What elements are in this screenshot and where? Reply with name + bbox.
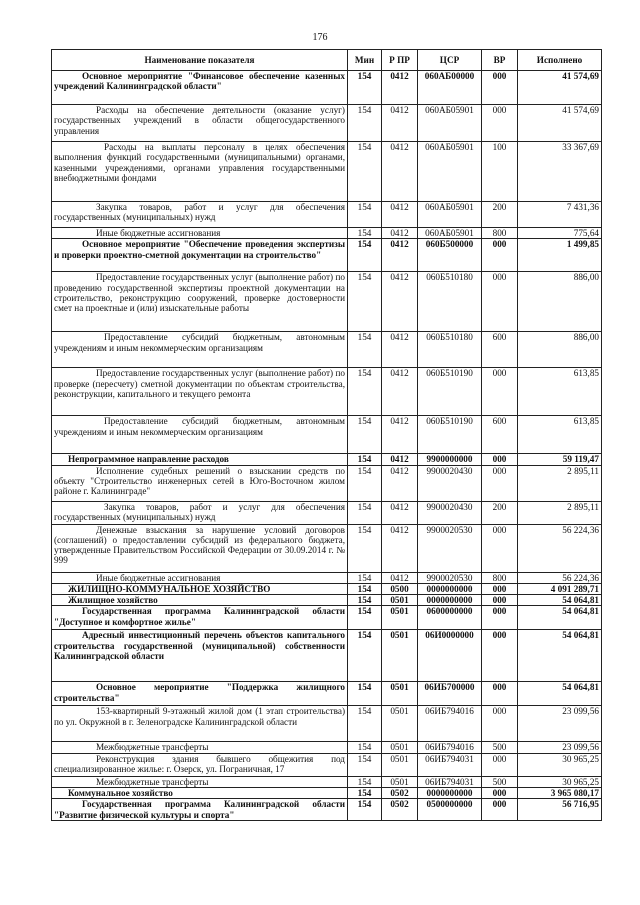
- table-row: [52, 142, 602, 202]
- row-done: 3 965 080,17: [518, 788, 602, 799]
- table-row: [52, 742, 602, 753]
- row-csr: 0600000000: [418, 606, 482, 630]
- row-done: 613,85: [518, 368, 602, 416]
- row-done: 23 099,56: [518, 742, 602, 753]
- row-csr: 0500000000: [418, 799, 482, 821]
- row-min: 154: [348, 454, 382, 465]
- row-name: Реконструкция здания бывшего общежития под специализированное жилье: г. Озерск, ул. Пограничная, 17: [52, 753, 348, 776]
- row-rpr: 0412: [382, 228, 418, 239]
- table-row: [52, 454, 602, 465]
- budget-table: [51, 49, 602, 821]
- row-name: Межбюджетные трансферты: [52, 742, 348, 753]
- row-done: 886,00: [518, 272, 602, 332]
- row-done: 41 574,69: [518, 71, 602, 105]
- row-min: 154: [348, 332, 382, 368]
- row-min: 154: [348, 142, 382, 202]
- row-csr: 9900020430: [418, 501, 482, 524]
- row-done: 30 965,25: [518, 753, 602, 776]
- row-csr: 06И0000000: [418, 630, 482, 682]
- row-min: 154: [348, 71, 382, 105]
- table-row: [52, 572, 602, 583]
- row-vr: 000: [482, 630, 518, 682]
- row-name: Государственная программа Калининградской области "Доступное и комфортное жилье": [52, 606, 348, 630]
- table-row: [52, 788, 602, 799]
- row-csr: 060АБ05901: [418, 105, 482, 142]
- table-row: [52, 606, 602, 630]
- row-rpr: 0500: [382, 583, 418, 594]
- row-done: 2 895,11: [518, 465, 602, 501]
- row-rpr: 0502: [382, 799, 418, 821]
- table-row: [52, 682, 602, 706]
- header-name: Наименование показателя: [52, 50, 348, 71]
- row-vr: 000: [482, 706, 518, 742]
- row-done: 23 099,56: [518, 706, 602, 742]
- row-min: 154: [348, 501, 382, 524]
- row-done: 56 716,95: [518, 799, 602, 821]
- row-rpr: 0501: [382, 706, 418, 742]
- row-vr: 000: [482, 272, 518, 332]
- row-name: Расходы на обеспечение деятельности (оказание услуг) государственных учреждений в области общегосударственного управления: [52, 105, 348, 142]
- row-name: Основное мероприятие "Поддержка жилищного строительства": [52, 682, 348, 706]
- row-min: 154: [348, 239, 382, 272]
- row-name: Иные бюджетные ассигнования: [52, 572, 348, 583]
- row-name: Предоставление государственных услуг (выполнение работ) по проверке (пересчету) сметной документации по объектам строительства, реконструкции, капитального и текущего ремонта: [52, 368, 348, 416]
- row-csr: 060АБ05901: [418, 228, 482, 239]
- row-min: 154: [348, 368, 382, 416]
- table-row: [52, 524, 602, 572]
- row-min: 154: [348, 742, 382, 753]
- row-min: 154: [348, 753, 382, 776]
- row-rpr: 0412: [382, 332, 418, 368]
- row-done: 886,00: [518, 332, 602, 368]
- row-min: 154: [348, 706, 382, 742]
- row-csr: 0000000000: [418, 583, 482, 594]
- row-csr: 060Б510190: [418, 416, 482, 454]
- row-vr: 000: [482, 682, 518, 706]
- header-csr: ЦСР: [418, 50, 482, 71]
- row-rpr: 0501: [382, 595, 418, 606]
- row-rpr: 0412: [382, 71, 418, 105]
- row-min: 154: [348, 105, 382, 142]
- table-row: [52, 753, 602, 776]
- row-csr: 9900000000: [418, 454, 482, 465]
- table-row: [52, 465, 602, 501]
- row-vr: 800: [482, 228, 518, 239]
- row-csr: 06ИБ794016: [418, 742, 482, 753]
- row-name: Межбюджетные трансферты: [52, 776, 348, 787]
- row-rpr: 0501: [382, 630, 418, 682]
- row-vr: 000: [482, 606, 518, 630]
- table-row: [52, 202, 602, 228]
- row-rpr: 0412: [382, 272, 418, 332]
- row-vr: 000: [482, 239, 518, 272]
- table-row: [52, 776, 602, 787]
- row-done: 41 574,69: [518, 105, 602, 142]
- row-csr: 9900020530: [418, 572, 482, 583]
- row-rpr: 0412: [382, 368, 418, 416]
- row-rpr: 0412: [382, 142, 418, 202]
- row-vr: 200: [482, 202, 518, 228]
- table-body: [52, 71, 602, 821]
- row-min: 154: [348, 606, 382, 630]
- row-csr: 060АБ00000: [418, 71, 482, 105]
- row-rpr: 0502: [382, 788, 418, 799]
- row-min: 154: [348, 572, 382, 583]
- row-done: 59 119,47: [518, 454, 602, 465]
- row-name: Денежные взыскания за нарушение условий договоров (соглашений) о предоставлении субсидий из федерального бюджета, утвержденные Правительством Российской Федерации от 30.09.2014 г. № 999: [52, 524, 348, 572]
- table-row: [52, 105, 602, 142]
- row-csr: 060Б510190: [418, 368, 482, 416]
- table-row: [52, 239, 602, 272]
- row-done: 56 224,36: [518, 524, 602, 572]
- row-name: Расходы на выплаты персоналу в целях обеспечения выполнения функций государственными (муниципальными) органами, казенными учреждениями, органами управления государственными внебюджетными фондами: [52, 142, 348, 202]
- row-rpr: 0412: [382, 454, 418, 465]
- row-min: 154: [348, 465, 382, 501]
- row-vr: 000: [482, 71, 518, 105]
- row-min: 154: [348, 524, 382, 572]
- row-rpr: 0412: [382, 465, 418, 501]
- row-done: 2 895,11: [518, 501, 602, 524]
- header-rpr: Р ПР: [382, 50, 418, 71]
- row-name: Предоставление субсидий бюджетным, автономным учреждениям и иным некоммерческим организациям: [52, 416, 348, 454]
- row-name: Непрограммное направление расходов: [52, 454, 348, 465]
- table-row: [52, 332, 602, 368]
- row-vr: 000: [482, 465, 518, 501]
- row-csr: 060Б510180: [418, 272, 482, 332]
- row-min: 154: [348, 682, 382, 706]
- row-done: 56 224,36: [518, 572, 602, 583]
- row-min: 154: [348, 776, 382, 787]
- row-rpr: 0501: [382, 776, 418, 787]
- row-vr: 000: [482, 788, 518, 799]
- row-vr: 500: [482, 776, 518, 787]
- row-done: 775,64: [518, 228, 602, 239]
- row-done: 54 064,81: [518, 630, 602, 682]
- row-done: 54 064,81: [518, 682, 602, 706]
- table-row: [52, 228, 602, 239]
- row-done: 54 064,81: [518, 606, 602, 630]
- row-csr: 0000000000: [418, 595, 482, 606]
- table-header-row: [52, 50, 602, 71]
- table-row: [52, 272, 602, 332]
- row-csr: 060Б500000: [418, 239, 482, 272]
- row-name: Закупка товаров, работ и услуг для обеспечения государственных (муниципальных) нужд: [52, 202, 348, 228]
- row-vr: 000: [482, 753, 518, 776]
- row-min: 154: [348, 595, 382, 606]
- row-name: Коммунальное хозяйство: [52, 788, 348, 799]
- row-done: 613,85: [518, 416, 602, 454]
- row-done: 1 499,85: [518, 239, 602, 272]
- row-vr: 200: [482, 501, 518, 524]
- table-row: [52, 630, 602, 682]
- row-csr: 0000000000: [418, 788, 482, 799]
- row-name: Жилищное хозяйство: [52, 595, 348, 606]
- row-min: 154: [348, 272, 382, 332]
- row-done: 7 431,36: [518, 202, 602, 228]
- row-vr: 000: [482, 105, 518, 142]
- row-csr: 06ИБ794016: [418, 706, 482, 742]
- row-min: 154: [348, 799, 382, 821]
- row-done: 54 064,81: [518, 595, 602, 606]
- header-min: Мин: [348, 50, 382, 71]
- row-vr: 000: [482, 595, 518, 606]
- row-min: 154: [348, 583, 382, 594]
- row-csr: 060Б510180: [418, 332, 482, 368]
- row-vr: 000: [482, 368, 518, 416]
- row-name: Иные бюджетные ассигнования: [52, 228, 348, 239]
- row-done: 30 965,25: [518, 776, 602, 787]
- row-csr: 060АБ05901: [418, 202, 482, 228]
- row-rpr: 0412: [382, 202, 418, 228]
- table-row: [52, 71, 602, 105]
- row-name: Государственная программа Калининградской области "Развитие физической культуры и спорта": [52, 799, 348, 821]
- row-rpr: 0412: [382, 501, 418, 524]
- row-name: Исполнение судебных решений о взыскании средств по объекту "Строительство инженерных сетей в Юго-Восточном жилом районе г. Калининграде": [52, 465, 348, 501]
- row-vr: 600: [482, 332, 518, 368]
- row-min: 154: [348, 416, 382, 454]
- row-vr: 800: [482, 572, 518, 583]
- table-row: [52, 583, 602, 594]
- row-csr: 060АБ05901: [418, 142, 482, 202]
- row-csr: 06ИБ700000: [418, 682, 482, 706]
- row-name: ЖИЛИЩНО-КОММУНАЛЬНОЕ ХОЗЯЙСТВО: [52, 583, 348, 594]
- row-done: 33 367,69: [518, 142, 602, 202]
- table-row: [52, 416, 602, 454]
- row-rpr: 0412: [382, 524, 418, 572]
- row-rpr: 0412: [382, 572, 418, 583]
- row-name: Предоставление субсидий бюджетным, автономным учреждениям и иным некоммерческим организациям: [52, 332, 348, 368]
- row-rpr: 0501: [382, 682, 418, 706]
- row-min: 154: [348, 228, 382, 239]
- row-name: Закупка товаров, работ и услуг для обеспечения государственных (муниципальных) нужд: [52, 501, 348, 524]
- row-name: Основное мероприятие "Обеспечение проведения экспертизы и проверки проектно-сметной документации на строительство": [52, 239, 348, 272]
- row-vr: 100: [482, 142, 518, 202]
- header-vr: ВР: [482, 50, 518, 71]
- header-done: Исполнено: [518, 50, 602, 71]
- row-min: 154: [348, 788, 382, 799]
- row-vr: 000: [482, 524, 518, 572]
- row-vr: 000: [482, 799, 518, 821]
- row-csr: 06ИБ794031: [418, 753, 482, 776]
- row-name: Основное мероприятие "Финансовое обеспечение казенных учреждений Калининградской области": [52, 71, 348, 105]
- row-min: 154: [348, 630, 382, 682]
- row-name: Предоставление государственных услуг (выполнение работ) по проведению государственной экспертизы проектной документации на строительство, реконструкцию сооружений, проверке достоверности смет на проектные и (или) изыскательные работы: [52, 272, 348, 332]
- row-rpr: 0501: [382, 606, 418, 630]
- row-csr: 9900020530: [418, 524, 482, 572]
- table-row: [52, 595, 602, 606]
- row-vr: 000: [482, 583, 518, 594]
- row-rpr: 0412: [382, 416, 418, 454]
- table-row: [52, 706, 602, 742]
- row-name: 153-квартирный 9-этажный жилой дом (1 этап строительства) по ул. Окружной в г. Зеленоградске Калининградской области: [52, 706, 348, 742]
- page-number: 176: [312, 32, 328, 43]
- row-min: 154: [348, 202, 382, 228]
- row-rpr: 0412: [382, 239, 418, 272]
- table-row: [52, 799, 602, 821]
- row-rpr: 0501: [382, 753, 418, 776]
- row-vr: 000: [482, 454, 518, 465]
- row-csr: 06ИБ794031: [418, 776, 482, 787]
- table-row: [52, 368, 602, 416]
- row-rpr: 0412: [382, 105, 418, 142]
- row-csr: 9900020430: [418, 465, 482, 501]
- row-done: 4 091 289,71: [518, 583, 602, 594]
- row-rpr: 0501: [382, 742, 418, 753]
- row-vr: 500: [482, 742, 518, 753]
- row-vr: 600: [482, 416, 518, 454]
- row-name: Адресный инвестиционный перечень объектов капитального строительства государственной (муниципальной) собственности Калининградской области: [52, 630, 348, 682]
- table-row: [52, 501, 602, 524]
